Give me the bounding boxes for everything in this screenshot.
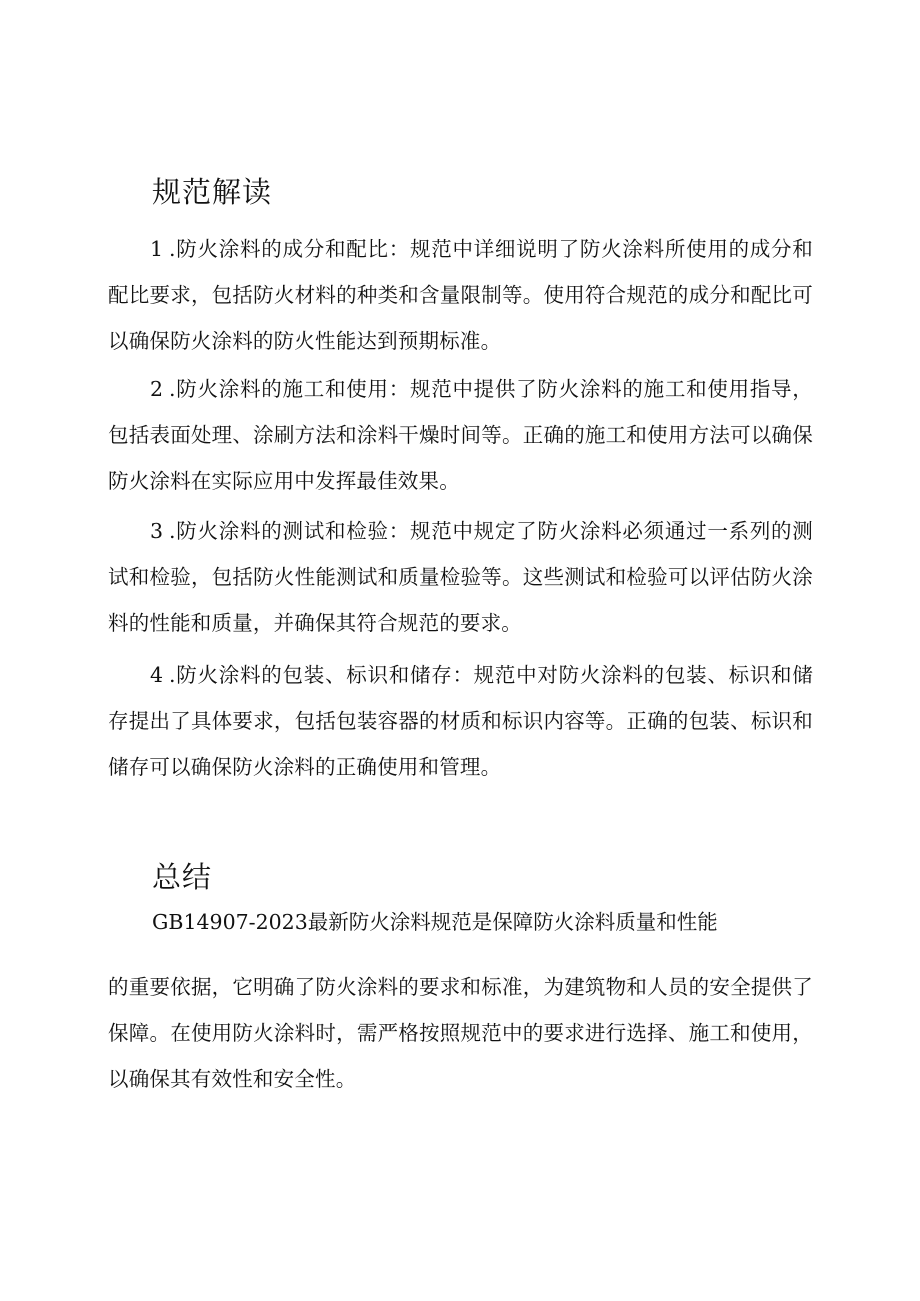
item-text: .防火涂料的施工和使用：规范中提供了防火涂料的施工和使用指导，包括表面处理、涂刷方法和涂料干燥时间等。正确的施工和使用方法可以确保防火涂料在实际应用中发挥最佳效果。 (108, 377, 813, 493)
item-number: 1 (150, 237, 170, 261)
item-text: .防火涂料的成分和配比：规范中详细说明了防火涂料所使用的成分和配比要求，包括防火材料的种类和含量限制等。使用符合规范的成分和配比可以确保防火涂料的防火性能达到预期标准。 (108, 237, 813, 353)
list-item (108, 366, 813, 504)
section-heading-summary: 总结 (152, 860, 213, 894)
section-heading-interpretation: 规范解读 (152, 175, 273, 209)
list-item (108, 508, 813, 646)
summary-body-paragraph: 的重要依据，它明确了防火涂料的要求和标准，为建筑物和人员的安全提供了保障。在使用防火涂料时，需严格按照规范中的要求进行选择、施工和使用，以确保其有效性和安全性。 (108, 975, 813, 1091)
item-number: 2 (150, 377, 170, 401)
item-number: 3 (150, 519, 170, 543)
summary-lead-line: GB14907-2023最新防火涂料规范是保障防火涂料质量和性能 (152, 910, 718, 934)
item-number: 4 (150, 663, 170, 687)
list-item (108, 652, 813, 790)
item-text: .防火涂料的包装、标识和储存：规范中对防火涂料的包装、标识和储存提出了具体要求，包括包装容器的材质和标识内容等。正确的包装、标识和储存可以确保防火涂料的正确使用和管理。 (108, 663, 813, 779)
item-text: .防火涂料的测试和检验：规范中规定了防火涂料必须通过一系列的测试和检验，包括防火性能测试和质量检验等。这些测试和检验可以评估防火涂料的性能和质量，并确保其符合规范的要求。 (108, 519, 813, 635)
list-item (108, 226, 813, 364)
